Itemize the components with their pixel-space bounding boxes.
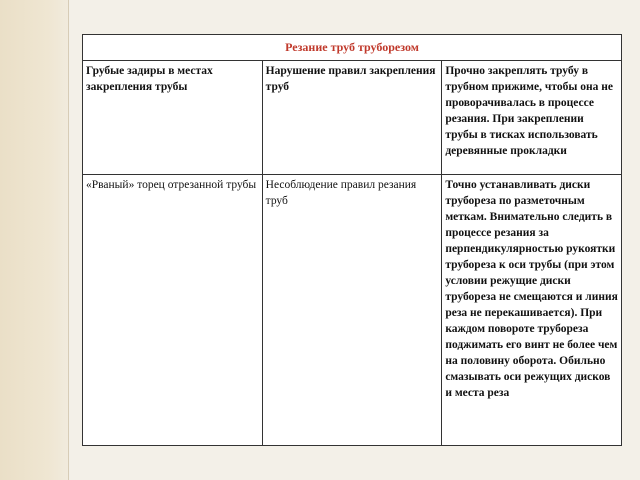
table-row [83,61,622,175]
cause-cell: Несоблюдение правил резания труб [262,175,442,446]
defect-cell: Грубые задиры в местах закрепления трубы [83,61,263,175]
table-title-row [83,35,622,61]
defect-cell: «Рваный» торец отрезанной трубы [83,175,263,446]
table-title: Резание труб труборезом [83,35,622,61]
remedy-cell: Прочно закреплять трубу в трубном прижиме, чтобы она не проворачивалась в процессе резания. При закреплении трубы в тисках использовать деревянные прокладки [442,61,622,175]
page-left-band [0,0,68,480]
cause-cell: Нарушение правил закрепления труб [262,61,442,175]
table-row [83,175,622,446]
remedy-cell: Точно устанавливать диски трубореза по разметочным меткам. Внимательно следить в процессе резания за перпендикулярностью рукоятки трубореза к оси трубы (при этом условии режущие диски трубореза не смещаются и линия реза не перекашивается). При каждом повороте трубореза поджимать его винт не более чем на половину оборота. Обильно смазывать оси режущих дисков и места реза [442,175,622,446]
page-left-edge [68,0,69,480]
defects-table [82,34,622,446]
